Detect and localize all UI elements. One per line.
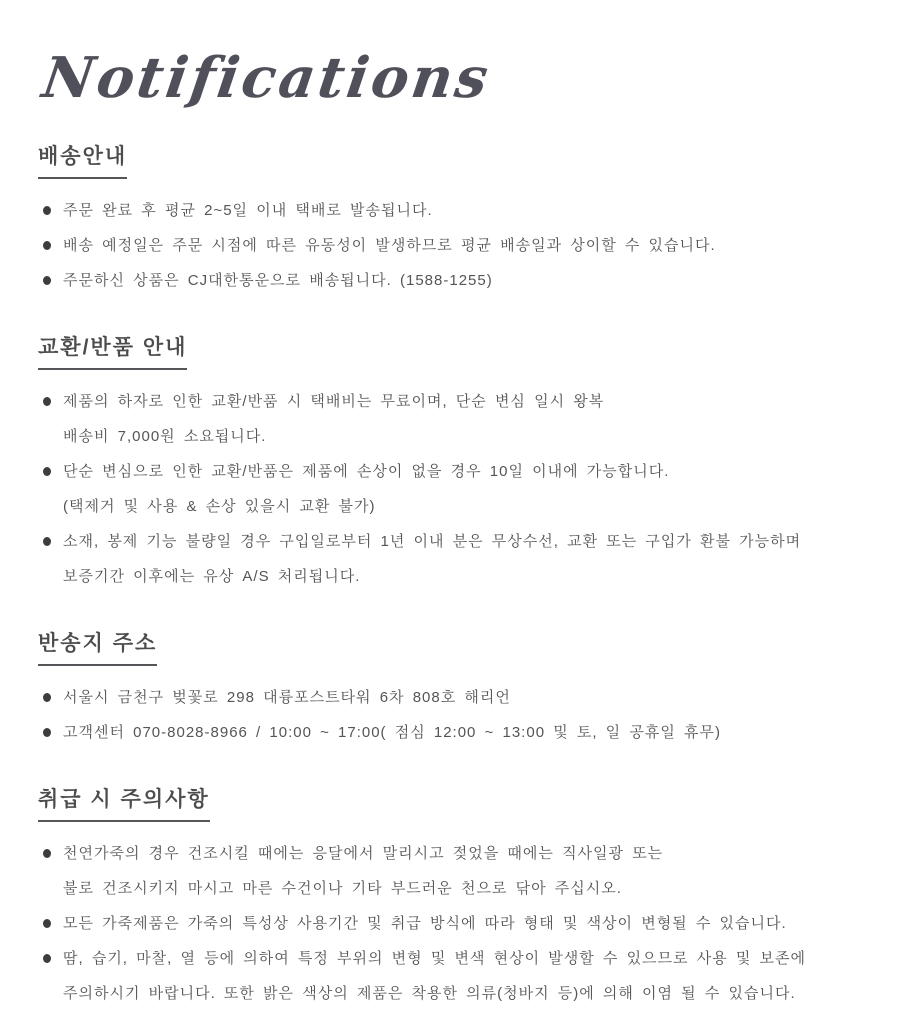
bullet-icon	[43, 849, 51, 858]
notice-line: 서울시 금천구 벚꽃로 298 대륭포스트타워 6차 808호 해리언	[63, 689, 511, 706]
notice-item	[38, 715, 870, 750]
notice-line: 천연가죽의 경우 건조시킬 때에는 응달에서 말리시고 젖었을 때에는 직사일광 또는	[63, 845, 664, 862]
notice-line: 주문 완료 후 평균 2~5일 이내 택배로 발송됩니다.	[63, 202, 433, 219]
notice-line: 고객센터 070-8028-8966 / 10:00 ~ 17:00( 점심 12:00 ~ 13:00 및 토, 일 공휴일 휴무)	[63, 724, 721, 741]
sections-container	[38, 140, 870, 1011]
notice-line: 주의하시기 바랍니다. 또한 밝은 색상의 제품은 착용한 의류(청바지 등)에 의해 이염 될 수 있습니다.	[63, 985, 796, 1002]
notice-item	[38, 454, 870, 524]
notice-line: 주문하신 상품은 CJ대한통운으로 배송됩니다. (1588-1255)	[63, 272, 493, 289]
notice-item	[38, 941, 870, 1011]
notice-item	[38, 906, 870, 941]
bullet-icon	[43, 954, 51, 963]
bullet-icon	[43, 919, 51, 928]
notice-item	[38, 524, 870, 594]
section-heading: 배송안내	[38, 140, 127, 179]
notice-line: (택제거 및 사용 & 손상 있을시 교환 불가)	[63, 498, 376, 515]
notice-line: 소재, 봉제 기능 불량일 경우 구입일로부터 1년 이내 분은 무상수선, 교환 또는 구입가 환불 가능하며	[63, 533, 802, 550]
notice-section-1	[38, 331, 870, 594]
notice-list	[38, 836, 870, 1011]
page-title: Notifications	[38, 45, 495, 111]
notice-line: 땀, 습기, 마찰, 열 등에 의하여 특정 부위의 변형 및 변색 현상이 발생할 수 있으므로 사용 및 보존에	[63, 950, 806, 967]
section-heading: 취급 시 주의사항	[38, 783, 210, 822]
notice-item	[38, 228, 870, 263]
bullet-icon	[43, 241, 51, 250]
bullet-icon	[43, 728, 51, 737]
bullet-icon	[43, 693, 51, 702]
notice-item	[38, 263, 870, 298]
notice-section-2	[38, 627, 870, 750]
notice-section-3	[38, 783, 870, 1011]
notice-list	[38, 680, 870, 750]
bullet-icon	[43, 537, 51, 546]
notice-item	[38, 680, 870, 715]
notice-item	[38, 836, 870, 906]
notice-item	[38, 384, 870, 454]
section-heading: 교환/반품 안내	[38, 331, 187, 370]
notice-section-0	[38, 140, 870, 298]
bullet-icon	[43, 467, 51, 476]
bullet-icon	[43, 206, 51, 215]
notice-item	[38, 193, 870, 228]
notice-list	[38, 193, 870, 298]
notice-line: 제품의 하자로 인한 교환/반품 시 택배비는 무료이며, 단순 변심 일시 왕복	[63, 393, 605, 410]
section-heading: 반송지 주소	[38, 627, 157, 666]
bullet-icon	[43, 397, 51, 406]
bullet-icon	[43, 276, 51, 285]
notice-line: 배송비 7,000원 소요됩니다.	[63, 428, 267, 445]
notice-list	[38, 384, 870, 594]
notice-line: 단순 변심으로 인한 교환/반품은 제품에 손상이 없을 경우 10일 이내에 가능합니다.	[63, 463, 670, 480]
notice-line: 보증기간 이후에는 유상 A/S 처리됩니다.	[63, 568, 361, 585]
notice-line: 배송 예정일은 주문 시점에 따른 유동성이 발생하므로 평균 배송일과 상이할 수 있습니다.	[63, 237, 716, 254]
notice-line: 모든 가죽제품은 가죽의 특성상 사용기간 및 취급 방식에 따라 형태 및 색상이 변형될 수 있습니다.	[63, 915, 787, 932]
notice-line: 불로 건조시키지 마시고 마른 수건이나 기타 부드러운 천으로 닦아 주십시오.	[63, 880, 622, 897]
